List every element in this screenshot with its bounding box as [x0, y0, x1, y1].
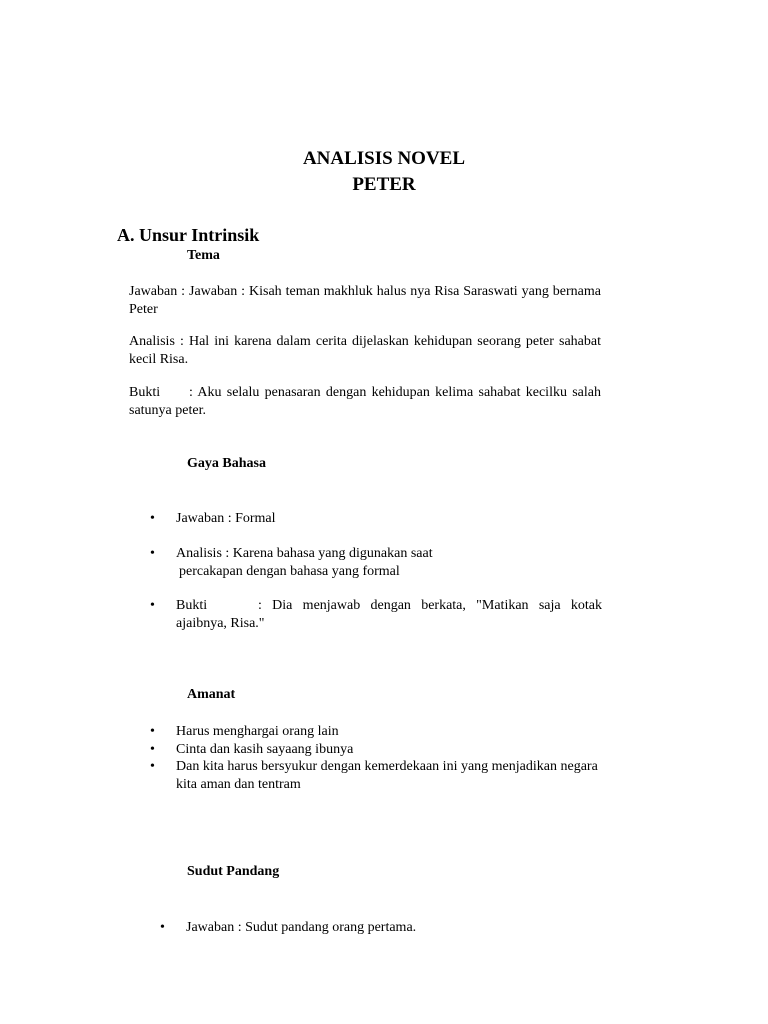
bullet-icon: • — [150, 742, 155, 757]
tema-bukti-text: : Aku selalu penasaran dengan kehidupan kelima sahabat kecilku salah satunya peter. — [129, 385, 601, 418]
section-heading-unsur-intrinsik: A. Unsur Intrinsik — [117, 225, 260, 245]
document-subtitle: PETER — [352, 174, 416, 195]
subheading-sudut-pandang: Sudut Pandang — [187, 864, 280, 879]
gaya-bahasa-analisis-line2: percakapan dengan bahasa yang formal — [179, 563, 400, 579]
bullet-icon: • — [150, 546, 155, 561]
bullet-icon: • — [150, 598, 155, 613]
amanat-item-text: Dan kita harus bersyukur dengan kemerdekaan ini yang menjadikan negara kita aman dan tentram — [176, 759, 598, 792]
document-title: ANALISIS NOVEL — [302, 148, 466, 169]
amanat-item-text: Harus menghargai orang lain — [176, 724, 339, 739]
subheading-amanat: Amanat — [187, 687, 236, 702]
amanat-item-text: Cinta dan kasih sayaang ibunya — [176, 742, 354, 757]
gaya-bahasa-bukti — [176, 597, 602, 632]
bullet-icon: • — [160, 920, 165, 935]
tema-bukti-label: Bukti — [129, 385, 161, 400]
sudut-pandang-item-text: Jawaban : Sudut pandang orang pertama. — [186, 920, 417, 935]
bullet-icon: • — [150, 724, 155, 739]
gaya-bahasa-analisis-line1: Analisis : Karena bahasa yang digunakan saat — [176, 546, 433, 561]
bullet-icon: • — [150, 759, 155, 774]
tema-bukti-paragraph — [129, 384, 601, 419]
gaya-bahasa-bukti-text: : Dia menjawab dengan berkata, "Matikan saja kotak ajaibnya, Risa." — [176, 598, 602, 631]
subheading-gaya-bahasa: Gaya Bahasa — [187, 456, 266, 471]
tema-analisis-paragraph: Analisis : Hal ini karena dalam cerita dijelaskan kehidupan seorang peter sahabat kecil Risa. — [129, 334, 601, 367]
gaya-bahasa-bukti-label: Bukti — [176, 598, 208, 613]
gaya-bahasa-jawaban: Jawaban : Formal — [176, 511, 276, 526]
gaya-bahasa-analisis — [176, 545, 602, 580]
subheading-tema: Tema — [187, 248, 220, 263]
tema-jawaban-paragraph: Jawaban : Jawaban : Kisah teman makhluk halus nya Risa Saraswati yang bernama Peter — [129, 284, 601, 317]
bullet-icon: • — [150, 511, 155, 526]
